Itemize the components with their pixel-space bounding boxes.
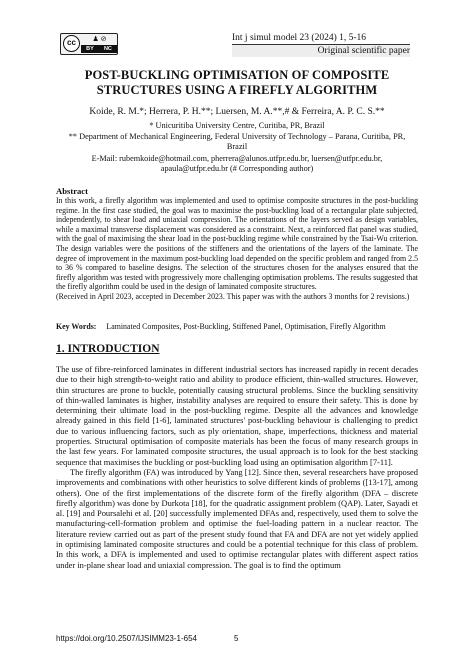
affiliation-2-country: Brazil [226, 142, 248, 151]
intro-paragraph-1: The use of fibre-reinforced laminates in different industrial sectors has increased rapidly in recent decades due to their high strength-to-weight ratio and ability to produce efficient, thin-walled structures. However, thin structures are prone to buckle, potentially causing structural problems. Since the buckling sensitivity of thin-walled laminates is higher, instability analyses are required to ensure their safety. This is done by determining their ultimate load in the post-buckling regime. Despite all the advances and knowledge already gained in this field [1-6], laminated structures' post-buckling behaviour is challenging to predict due to various influencing factors, such as ply orientation, shape, imperfections, thickness and material properties. Structural optimisation of composite materials has been the focus of many research groups in the last few years. For laminated composite structures, the usual approach is to look for the best stacking sequence that maximises the buckling or post-buckling load using an optimisation algorithm [7-11]. [56, 364, 418, 467]
affiliation-1: * Unicuritiba University Centre, Curitiba, PR, Brazil [149, 121, 325, 130]
journal-citation: Int j simul model 23 (2024) 1, 5-16 [232, 33, 367, 43]
abstract-body [56, 196, 418, 302]
license-strip [81, 45, 117, 53]
abstract-text: In this work, a firefly algorithm was implemented and used to optimise composite structures in the post-buckling regime. In the first case studied, the goal was to maximise the post-buckling load of a rectangular plate subjected, independently, to shear load and uniaxial compression. The orientations of the layers served as design variables, while a maximal transverse displacement was considered as a constraint. Next, a reinforced flat panel was studied, with the goal of maximising the shear load in the post-buckling regime while constrained by the Tsai-Wu criterion. The design variables were the positions of the stiffeners and the orientations of the layers of the laminate. The degree of improvement in the maximum post-buckling load depended on the specific problem and ranged from 2.5 to 36 % compared to baseline designs. The selection of the structures chosen for the analyses ensured that the firefly algorithm was tested with progressively more challenging optimisation problems. The results suggested that the firefly algorithm could be used in the design of laminated composite structures. [56, 196, 418, 292]
author-list: Koide, R. M.*; Herrera, P. H.**; Luersen, M. A.**,# & Ferreira, A. P. C. S.** [89, 107, 385, 117]
received-note: (Received in April 2023, accepted in December 2023. This paper was with the authors 3 months for 2 revisions.) [56, 291, 410, 301]
cc-license-badge[interactable] [60, 33, 118, 55]
page-number: 5 [234, 634, 239, 643]
keywords-value: Laminated Composites, Post-Buckling, Stiffened Panel, Optimisation, Firefly Algorithm [106, 322, 386, 331]
intro-paragraph-2: The firefly algorithm (FA) was introduced by Yang [12]. Since then, several researchers have proposed improvements and combinations with other heuristics to solve different kinds of problems ([13-17], among others). One of the first implementations of the discrete form of the firefly algorithm (DFA – discrete firefly algorithm) was done by Durkota [18], for the quadratic assignment problem (QAP). Later, Sayadi et al. [19] and Poursalehi et al. [20] successfully implemented DFAs and, respectively, used them to solve the manufacturing-cell-formation problem and optimise the fuel-loading pattern in a nuclear reactor. The literature review carried out as part of the present study found that FA and DFA are not yet widely applied in optimising laminated composite structures and could be a potential technique for this class of problem. In this work, a DFA is implemented and used to optimise rectangular plates with different aspect ratios under in-plane shear load and uniaxial compression. The goal is to find the optimum [56, 466, 418, 570]
title-line-2: STRUCTURES USING A FIREFLY ALGORITHM [96, 83, 378, 97]
email-line-1[interactable]: E-Mail: rubemkoide@hotmail.com, pherrera@alunos.utfpr.edu.br, luersen@utfpr.edu.br, [91, 154, 383, 163]
title-line-1: POST-BUCKLING OPTIMISATION OF COMPOSITE [84, 68, 390, 82]
abstract-heading: Abstract [56, 186, 88, 196]
by-label: BY [86, 46, 94, 52]
affiliation-2: ** Department of Mechanical Engineering, Federal University of Technology – Parana, Curitiba, PR, [68, 132, 406, 141]
doi-link[interactable]: https://doi.org/10.2507/IJSIMM23-1-654 [56, 634, 197, 643]
cc-logo-icon: cc [63, 35, 80, 52]
section-heading: 1. INTRODUCTION [56, 343, 160, 355]
paper-title [50, 68, 424, 98]
keywords [56, 322, 426, 331]
nc-label: NC [103, 46, 112, 52]
introduction-body [56, 364, 418, 570]
email-line-2[interactable]: apaula@utfpr.edu.br (# Corresponding author) [160, 164, 314, 173]
article-type: Original scientific paper [232, 45, 410, 57]
person-icon: ♟ ⊘ [92, 36, 107, 43]
keywords-label: Key Words: [56, 322, 97, 331]
